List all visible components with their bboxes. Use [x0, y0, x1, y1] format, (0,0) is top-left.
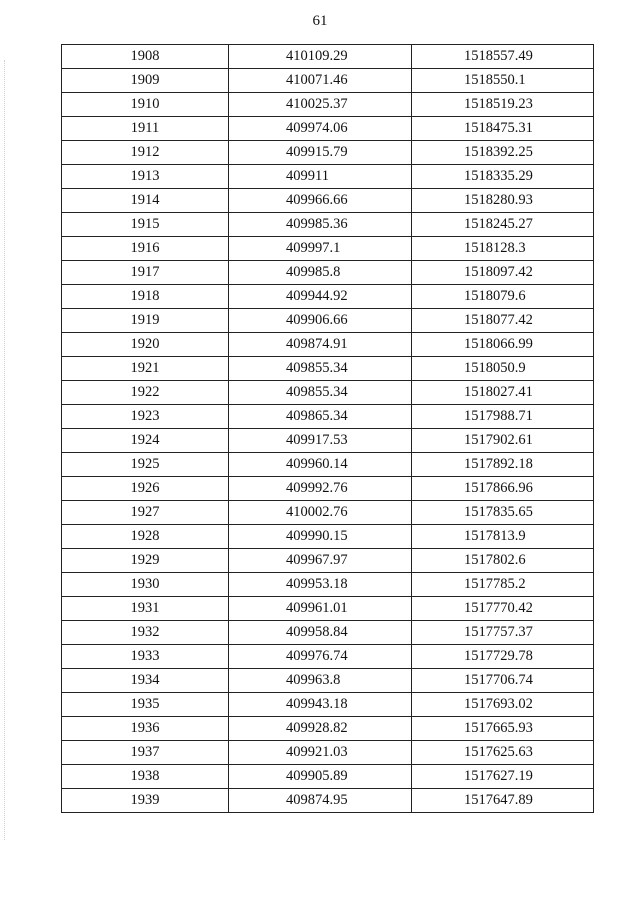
x-coordinate-cell: 409915.79	[229, 141, 412, 165]
point-number-cell: 1919	[62, 309, 229, 333]
x-coordinate-cell: 409990.15	[229, 525, 412, 549]
table-row	[62, 597, 594, 621]
point-number-cell: 1938	[62, 765, 229, 789]
x-coordinate-cell: 410071.46	[229, 69, 412, 93]
x-coordinate-cell: 409976.74	[229, 645, 412, 669]
x-coordinate-cell: 409997.1	[229, 237, 412, 261]
y-coordinate-cell: 1517770.42	[412, 597, 594, 621]
table-row	[62, 645, 594, 669]
y-coordinate-cell: 1518245.27	[412, 213, 594, 237]
x-coordinate-cell: 410002.76	[229, 501, 412, 525]
y-coordinate-cell: 1517625.63	[412, 741, 594, 765]
x-coordinate-cell: 409855.34	[229, 357, 412, 381]
x-coordinate-cell: 409874.91	[229, 333, 412, 357]
point-number-cell: 1912	[62, 141, 229, 165]
x-coordinate-cell: 409855.34	[229, 381, 412, 405]
x-coordinate-cell: 409917.53	[229, 429, 412, 453]
table-row	[62, 285, 594, 309]
y-coordinate-cell: 1517693.02	[412, 693, 594, 717]
x-coordinate-cell: 410025.37	[229, 93, 412, 117]
page-number: 61	[312, 13, 328, 29]
table-row	[62, 357, 594, 381]
point-number-cell: 1921	[62, 357, 229, 381]
table-row	[62, 381, 594, 405]
x-coordinate-cell: 409944.92	[229, 285, 412, 309]
table-row	[62, 717, 594, 741]
y-coordinate-cell: 1517813.9	[412, 525, 594, 549]
x-coordinate-cell: 409865.34	[229, 405, 412, 429]
table-row	[62, 333, 594, 357]
point-number-cell: 1928	[62, 525, 229, 549]
point-number-cell: 1917	[62, 261, 229, 285]
x-coordinate-cell: 409992.76	[229, 477, 412, 501]
point-number-cell: 1923	[62, 405, 229, 429]
x-coordinate-cell: 409985.8	[229, 261, 412, 285]
y-coordinate-cell: 1518557.49	[412, 45, 594, 69]
point-number-cell: 1934	[62, 669, 229, 693]
y-coordinate-cell: 1517757.37	[412, 621, 594, 645]
x-coordinate-cell: 409966.66	[229, 189, 412, 213]
table-row	[62, 309, 594, 333]
y-coordinate-cell: 1518066.99	[412, 333, 594, 357]
x-coordinate-cell: 409960.14	[229, 453, 412, 477]
table-row	[62, 141, 594, 165]
y-coordinate-cell: 1517665.93	[412, 717, 594, 741]
coordinates-table	[61, 44, 594, 813]
point-number-cell: 1922	[62, 381, 229, 405]
y-coordinate-cell: 1518335.29	[412, 165, 594, 189]
point-number-cell: 1918	[62, 285, 229, 309]
table-row	[62, 45, 594, 69]
table-row	[62, 789, 594, 813]
scan-edge-mark	[4, 60, 6, 840]
y-coordinate-cell: 1517892.18	[412, 453, 594, 477]
y-coordinate-cell: 1518079.6	[412, 285, 594, 309]
table-row	[62, 525, 594, 549]
x-coordinate-cell: 409943.18	[229, 693, 412, 717]
table-row	[62, 621, 594, 645]
table-row	[62, 117, 594, 141]
x-coordinate-cell: 409967.97	[229, 549, 412, 573]
y-coordinate-cell: 1518519.23	[412, 93, 594, 117]
point-number-cell: 1936	[62, 717, 229, 741]
table-row	[62, 405, 594, 429]
y-coordinate-cell: 1518392.25	[412, 141, 594, 165]
point-number-cell: 1929	[62, 549, 229, 573]
table-row	[62, 693, 594, 717]
x-coordinate-cell: 409905.89	[229, 765, 412, 789]
table-row	[62, 429, 594, 453]
point-number-cell: 1933	[62, 645, 229, 669]
coordinates-table-body	[62, 45, 594, 813]
point-number-cell: 1909	[62, 69, 229, 93]
point-number-cell: 1920	[62, 333, 229, 357]
x-coordinate-cell: 409985.36	[229, 213, 412, 237]
y-coordinate-cell: 1518097.42	[412, 261, 594, 285]
x-coordinate-cell: 409953.18	[229, 573, 412, 597]
table-row	[62, 189, 594, 213]
table-row	[62, 165, 594, 189]
point-number-cell: 1908	[62, 45, 229, 69]
y-coordinate-cell: 1518027.41	[412, 381, 594, 405]
y-coordinate-cell: 1517729.78	[412, 645, 594, 669]
table-row	[62, 741, 594, 765]
table-row	[62, 669, 594, 693]
point-number-cell: 1911	[62, 117, 229, 141]
table-row	[62, 261, 594, 285]
table-row	[62, 237, 594, 261]
x-coordinate-cell: 409974.06	[229, 117, 412, 141]
y-coordinate-cell: 1518050.9	[412, 357, 594, 381]
point-number-cell: 1931	[62, 597, 229, 621]
table-row	[62, 69, 594, 93]
x-coordinate-cell: 409963.8	[229, 669, 412, 693]
point-number-cell: 1913	[62, 165, 229, 189]
x-coordinate-cell: 409958.84	[229, 621, 412, 645]
x-coordinate-cell: 409911	[229, 165, 412, 189]
x-coordinate-cell: 409928.82	[229, 717, 412, 741]
table-row	[62, 549, 594, 573]
point-number-cell: 1925	[62, 453, 229, 477]
point-number-cell: 1939	[62, 789, 229, 813]
table-row	[62, 213, 594, 237]
y-coordinate-cell: 1518280.93	[412, 189, 594, 213]
point-number-cell: 1914	[62, 189, 229, 213]
y-coordinate-cell: 1518077.42	[412, 309, 594, 333]
x-coordinate-cell: 409921.03	[229, 741, 412, 765]
y-coordinate-cell: 1517866.96	[412, 477, 594, 501]
y-coordinate-cell: 1517802.6	[412, 549, 594, 573]
x-coordinate-cell: 409961.01	[229, 597, 412, 621]
point-number-cell: 1927	[62, 501, 229, 525]
y-coordinate-cell: 1517785.2	[412, 573, 594, 597]
y-coordinate-cell: 1517835.65	[412, 501, 594, 525]
table-row	[62, 477, 594, 501]
y-coordinate-cell: 1518128.3	[412, 237, 594, 261]
point-number-cell: 1910	[62, 93, 229, 117]
table-row	[62, 453, 594, 477]
point-number-cell: 1935	[62, 693, 229, 717]
x-coordinate-cell: 409874.95	[229, 789, 412, 813]
x-coordinate-cell: 410109.29	[229, 45, 412, 69]
point-number-cell: 1932	[62, 621, 229, 645]
y-coordinate-cell: 1517627.19	[412, 765, 594, 789]
table-row	[62, 573, 594, 597]
y-coordinate-cell: 1517706.74	[412, 669, 594, 693]
point-number-cell: 1916	[62, 237, 229, 261]
point-number-cell: 1926	[62, 477, 229, 501]
y-coordinate-cell: 1517647.89	[412, 789, 594, 813]
y-coordinate-cell: 1518475.31	[412, 117, 594, 141]
table-row	[62, 765, 594, 789]
point-number-cell: 1924	[62, 429, 229, 453]
y-coordinate-cell: 1517902.61	[412, 429, 594, 453]
y-coordinate-cell: 1517988.71	[412, 405, 594, 429]
point-number-cell: 1915	[62, 213, 229, 237]
point-number-cell: 1937	[62, 741, 229, 765]
x-coordinate-cell: 409906.66	[229, 309, 412, 333]
point-number-cell: 1930	[62, 573, 229, 597]
table-row	[62, 93, 594, 117]
table-row	[62, 501, 594, 525]
y-coordinate-cell: 1518550.1	[412, 69, 594, 93]
